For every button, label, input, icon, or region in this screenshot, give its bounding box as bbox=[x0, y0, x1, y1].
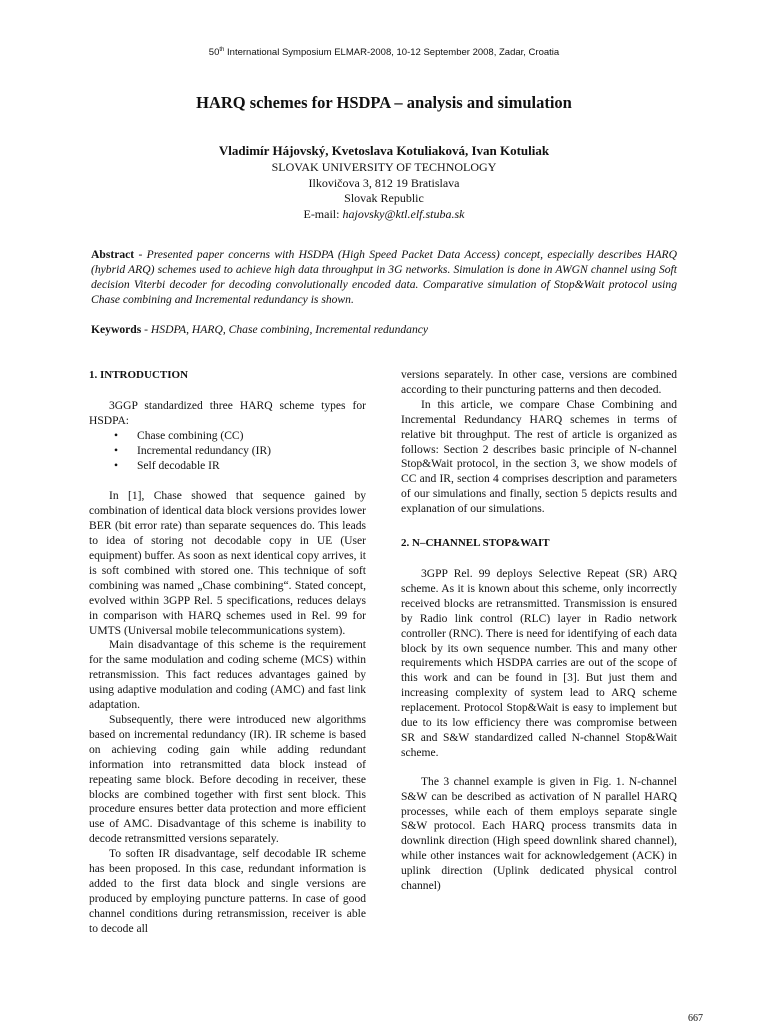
list-item: • Self decodable IR bbox=[114, 459, 220, 472]
bullet-icon: • bbox=[114, 429, 119, 442]
paper-title: HARQ schemes for HSDPA – analysis and simulation bbox=[196, 93, 572, 112]
conf-ordinal: th bbox=[219, 47, 225, 53]
abstract-text: Presented paper concerns with HSDPA (High Speed Packet Data Access) concept, especially describes HARQ (hybrid ARQ) schemes used to achieve high data throughput in 3G networks. Simulation is done in AWGN channel using Soft decision Viterbi decoder for decoding convolutionally encoded data. Comparative simulation of Stop&Wait protocol using Chase combining and Incremental redundancy is shown. bbox=[91, 248, 677, 306]
keywords bbox=[91, 322, 677, 337]
affiliation bbox=[0, 160, 768, 222]
paragraph-continued: versions separately. In other case, versions are combined according to their puncturing patterns and then decoded. bbox=[401, 369, 677, 396]
affiliation-country: Slovak Republic bbox=[344, 191, 424, 205]
intro-paragraph: 3GGP standardized three HARQ scheme types for HSDPA: bbox=[89, 399, 366, 427]
paragraph-chase: In [1], Chase showed that sequence gained by combination of identical data block versions provides lower BER (bit error rate) than separate sequences do. This leads to idea of storing not decodable copy in UE (User equipment) buffer. As soon as next identical copy arrives, it is soft combined with stored one. This technique of soft combining was named „Chase combining“. Stated concept, evolved within 3GPP Rel. 5 specifications, reduces delays in comparison with HARQ schemes used in Rel. 99 for UMTS (Universal mobile telecommunications system). bbox=[89, 490, 366, 637]
paragraph-three-channel: The 3 channel example is given in Fig. 1. N-channel S&W can be described as activation of N parallel HARQ processes, while each of them employs separate single S&W protocol. Each HARQ process transmits data in downlink direction (High speed downlink shared channel), while other instances wait for acknowledgement (ACK) in uplink direction (Uplink dedicated physical control channel) bbox=[401, 775, 677, 893]
right-column bbox=[401, 368, 677, 894]
conf-number: 50 bbox=[208, 47, 220, 59]
keywords-label: Keywords bbox=[91, 323, 142, 336]
abstract-label: Abstract bbox=[91, 248, 135, 261]
section-heading-stop-wait: 2. N–CHANNEL STOP&WAIT bbox=[401, 537, 550, 550]
conference-header bbox=[0, 47, 768, 58]
conf-text: International Symposium ELMAR-2008, 10-12 September 2008, Zadar, Croatia bbox=[224, 47, 560, 59]
paragraph-self-decodable: To soften IR disadvantage, self decodable IR scheme has been proposed. In this case, redundant information is added to the first data block and single versions are produced by employing puncture patterns. In case of good channel conditions during retransmission, receiver is able to decode all bbox=[89, 848, 366, 935]
abstract-dash: - bbox=[134, 248, 147, 261]
affiliation-email bbox=[0, 207, 768, 223]
keywords-text: HSDPA, HARQ, Chase combining, Incremental redundancy bbox=[150, 323, 429, 336]
keywords-dash: - bbox=[141, 323, 151, 336]
bullet-icon: • bbox=[114, 459, 119, 472]
list-item: • Incremental redundancy (IR) bbox=[114, 444, 272, 457]
authors: Vladimír Hájovský, Kvetoslava Kotuliaková, Ivan Kotuliak bbox=[218, 143, 550, 158]
harq-scheme-list bbox=[89, 429, 366, 474]
left-column bbox=[89, 368, 366, 937]
list-item: • Chase combining (CC) bbox=[114, 429, 244, 442]
paragraph-outline: In this article, we compare Chase Combining and Incremental Redundancy HARQ schemes in terms of relative bit throughput. The rest of article is organized as follows: Section 2 describes basic principle of N-channel Stop&Wait protocol, in the section 3, we show models of CC and IR, section 4 comprises description and parameters of our simulations and finally, section 5 depicts results and explanation of our simulations. bbox=[401, 398, 677, 516]
page-number: 667 bbox=[688, 1013, 703, 1024]
paragraph-selective-repeat: 3GPP Rel. 99 deploys Selective Repeat (SR) ARQ scheme. As it is known about this scheme, only incorrectly received blocks are retransmitted. Transmission is ensured by Radio link control (RLC) layer in Radio network controller (RNC). There is need for identifying of each data block by its own sequence number. This and many other requirements which HSDPA carries are out of the scope of this work and can be found in [3]. But just them and increasing complexity of system lead to ARQ scheme replacement. Protocol Stop&Wait is easy to implement but due to its low efficiency there was compromise between SR and S&W standardized called N-channel Stop&Wait scheme. bbox=[401, 567, 677, 759]
email-link[interactable]: hajovsky@ktl.elf.stuba.sk bbox=[342, 206, 465, 221]
bullet-icon: • bbox=[114, 444, 119, 457]
email-label: E-mail: bbox=[303, 206, 343, 221]
paragraph-disadvantage: Main disadvantage of this scheme is the requirement for the same modulation and coding scheme (MCS) within retransmission. This fact reduces advantages gained by using adaptive modulation and coding (AMC) and fast link adaptation. bbox=[89, 639, 366, 712]
abstract bbox=[91, 247, 677, 307]
section-heading-introduction: 1. INTRODUCTION bbox=[89, 369, 189, 381]
paragraph-ir: Subsequently, there were introduced new algorithms based on incremental redundancy (IR). IR scheme is based on achieving coding gain while adding redundant information into retransmitted data block instead of repeating same block. Before decoding in receiver, these blocks are combined together with first sent block. This procedure ensures better data protection and more efficient use of AMC. Disadvantage of this scheme is inability to decode retransmitted versions separately. bbox=[89, 713, 366, 846]
affiliation-street: Ilkovičova 3, 812 19 Bratislava bbox=[308, 175, 460, 190]
affiliation-university: SLOVAK UNIVERSITY OF TECHNOLOGY bbox=[271, 160, 497, 174]
